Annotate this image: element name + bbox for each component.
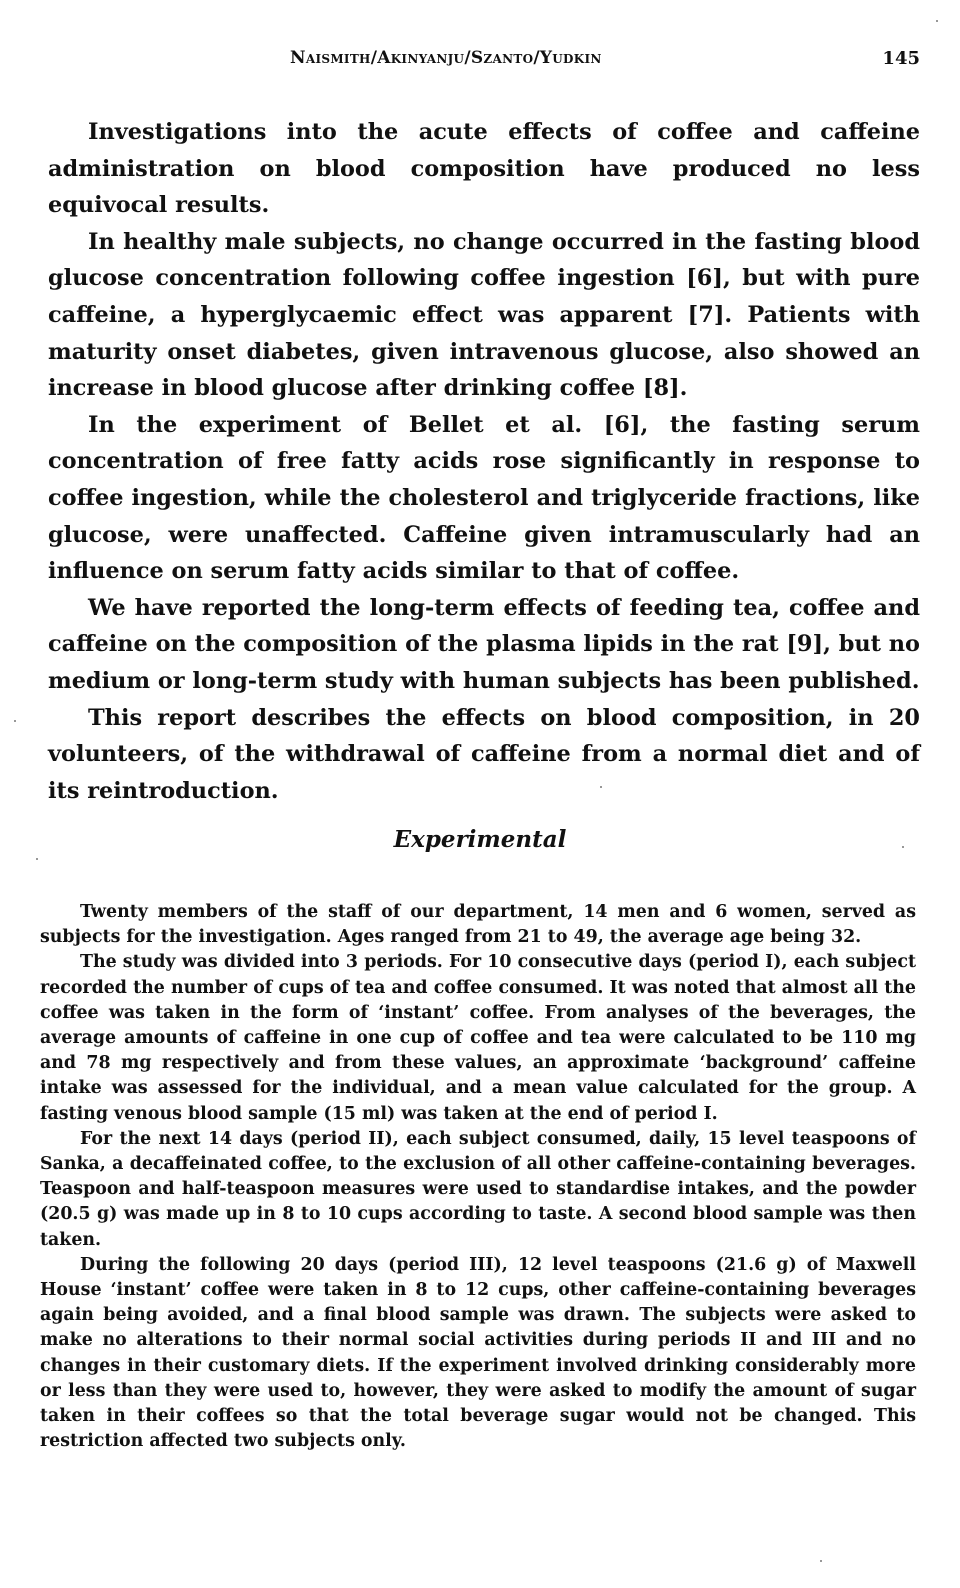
section-heading: Experimental: [393, 826, 567, 853]
running-head: [0, 48, 960, 72]
page-number: 145: [882, 48, 920, 69]
scan-speck: [36, 858, 38, 860]
paragraph: The study was divided into 3 periods. For 10 consecutive days (period I), each subject recorded the number of cups of tea and coffee consumed. It was noted that almost all the coffee was taken in the form of ‘instant’ coffee. From analyses of the beverages, the average amounts of caffeine in one cup of coffee and tea were calculated to be 110 mg and 78 mg respectively and from these values, an approximate ‘background’ caffeine intake was assessed for the individual, and a mean value calculated for the group. A fasting venous blood sample (15 ml) was taken at the end of period I.: [40, 952, 916, 1124]
paragraph: Twenty members of the staff of our department, 14 men and 6 women, served as subjects for the investigation. Ages ranged from 21 to 49, the average age being 32.: [40, 902, 916, 948]
running-head-authors: Naismith/Akinyanju/Szanto/Yudkin: [290, 48, 602, 68]
paragraph: For the next 14 days (period II), each subject consumed, daily, 15 level teaspoons of Sanka, a decaffeinated coffee, to the exclusion of all other caffeine-containing beverages. Teaspoon and half-teaspoon measures were used to standardise intakes, and the powder (20.5 g) was made up in 8 to 10 cups according to taste. A second blood sample was then taken.: [40, 1128, 916, 1250]
paragraph: In healthy male subjects, no change occurred in the fasting blood glucose concentration following coffee ingestion [6], but with pure caffeine, a hyperglycaemic effect was apparent [7]. Patients with maturity onset diabetes, given intravenous glucose, also showed an increase in blood glucose after drinking coffee [8].: [48, 228, 920, 402]
experimental-section-text: [40, 900, 916, 1454]
paragraph: Investigations into the acute effects of coffee and caffeine administration on blood composition have produced no less equivocal results.: [48, 119, 920, 219]
scan-speck: [600, 786, 602, 788]
paragraph: In the experiment of Bellet et al. [6], the fasting serum concentration of free fatty acids rose significantly in response to coffee ingestion, while the cholesterol and triglyceride fractions, like glucose, were unaffected. Caffeine given intramuscularly had an influence on serum fatty acids similar to that of coffee.: [48, 411, 920, 585]
paragraph: During the following 20 days (period III), 12 level teaspoons (21.6 g) of Maxwell House ‘instant’ coffee were taken in 8 to 12 cups, other caffeine-containing beverages again being avoided, and a final blood sample was drawn. The subjects were asked to make no alterations to their normal social activities during periods II and III and no changes in their customary diets. If the experiment involved drinking considerably more or less than they were used to, however, they were asked to modify the amount of sugar taken in their coffees so that the total beverage sugar would not be changed. This restriction affected two subjects only.: [40, 1254, 916, 1452]
scan-speck: [820, 1560, 822, 1562]
introduction-text: [48, 114, 920, 809]
scan-speck: [936, 20, 938, 22]
paragraph: We have reported the long-term effects of feeding tea, coffee and caffeine on the composition of the plasma lipids in the rat [9], but no medium or long-term study with human subjects has been published.: [48, 594, 920, 694]
scan-speck: [14, 720, 16, 722]
scan-speck: [902, 846, 904, 848]
paragraph: This report describes the effects on blood composition, in 20 volunteers, of the withdrawal of caffeine from a normal diet and of its reintroduction.: [48, 704, 920, 804]
